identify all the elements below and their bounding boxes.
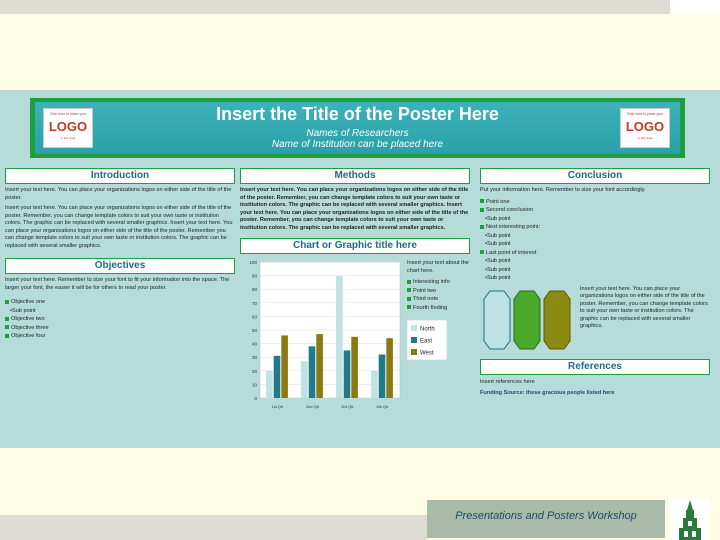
y-tick-label: 60 bbox=[251, 314, 257, 320]
column-left bbox=[5, 168, 235, 341]
bullet-icon bbox=[480, 208, 484, 212]
y-tick-label: 10 bbox=[251, 382, 257, 388]
bottom-strip bbox=[0, 515, 427, 540]
bullet-icon bbox=[5, 325, 9, 329]
chart-bullet-label: Point two bbox=[413, 287, 437, 294]
conclusion-label: Last point of interest bbox=[486, 249, 537, 256]
poster-title: Insert the Title of the Poster Here bbox=[216, 104, 499, 124]
introduction-para2: Insert your text here. You can place your organizations logos on either side of the title of the poster. Remember, you can change template colors to suit your own taste or institution colors. The graphic can be replaced with several smaller graphics. Insert your text here. You can place your organizations logos on either side of the title of the poster. Remember you can change template colors to suit your own taste or institution colors. The graphic can be replaced with several smaller graphics. bbox=[5, 205, 233, 249]
legend-label: East bbox=[420, 338, 433, 345]
logo-left-text: LOGO bbox=[48, 119, 88, 134]
chart-bullet-label: Third note bbox=[413, 296, 439, 302]
objective-label: Sub point bbox=[11, 307, 36, 314]
objective-item bbox=[5, 315, 235, 324]
bar-west-1 bbox=[316, 334, 323, 398]
legend-swatch-east bbox=[411, 337, 417, 343]
legend-label: North bbox=[420, 326, 435, 333]
logo-right-note: in this area bbox=[637, 136, 653, 140]
chart-bullet bbox=[407, 295, 469, 304]
bullet-icon bbox=[407, 280, 411, 284]
y-tick-label: 20 bbox=[251, 368, 257, 374]
poster-subtitle bbox=[35, 128, 680, 150]
conclusion-side-text: Insert your text here. You can place your organizations logos on either side of the title of the poster. Remember, you can change template colors to suit your own taste or institution colors. The graphic can be replaced with several smaller graphics. bbox=[580, 285, 708, 329]
chart-legend bbox=[407, 320, 447, 360]
logo-right-caption: Click here to place your bbox=[626, 112, 664, 116]
bar-east-2 bbox=[344, 350, 351, 398]
octagon-shape-1 bbox=[484, 291, 510, 349]
chart-bullet-label: Fourth finding bbox=[413, 304, 448, 311]
conclusion-intro: Put your information here. Remember to size your font accordingly. bbox=[480, 187, 646, 193]
objective-item bbox=[5, 324, 235, 333]
methods-heading: Methods bbox=[240, 168, 470, 184]
conclusion-subitem bbox=[480, 274, 710, 283]
bullet-icon bbox=[407, 288, 411, 292]
bullet-icon bbox=[5, 334, 9, 338]
logo-left-note: in this area bbox=[60, 136, 76, 140]
conclusion-label: Sub point bbox=[486, 266, 511, 273]
octagon-shapes bbox=[482, 289, 577, 351]
conclusion-subitem bbox=[480, 266, 710, 275]
references-text: Insert references here bbox=[480, 378, 535, 385]
objective-item bbox=[5, 298, 235, 307]
logo-left-caption: Click here to place your bbox=[49, 112, 87, 116]
conclusion-label: Second conclusion bbox=[486, 207, 533, 213]
legend-label: West bbox=[420, 350, 434, 357]
x-tick-label: 4th Qtr bbox=[376, 404, 389, 409]
y-tick-label: 80 bbox=[251, 287, 257, 293]
footer-text: Presentations and Posters Workshop bbox=[455, 510, 637, 522]
x-tick-label: 1st Qtr bbox=[271, 404, 284, 409]
references-heading: References bbox=[480, 359, 710, 375]
bullet-icon bbox=[407, 305, 411, 309]
column-middle bbox=[240, 168, 470, 421]
bullet-icon bbox=[480, 225, 484, 229]
sub-bullet-icon: • bbox=[485, 258, 487, 264]
chart-notes bbox=[407, 260, 469, 365]
conclusion-graphic-row bbox=[480, 285, 710, 355]
bullet-icon bbox=[480, 199, 484, 203]
bar-west-3 bbox=[386, 338, 393, 398]
institution: Name of Institution can be placed here bbox=[271, 139, 444, 150]
octagon-shape-3 bbox=[544, 291, 570, 349]
poster bbox=[0, 90, 720, 448]
introduction-para1: Insert your text here. You can place your organizations logos on either side of the title of the poster. bbox=[5, 187, 232, 201]
researchers: Names of Researchers bbox=[306, 128, 409, 139]
x-tick-label: 3rd Qtr bbox=[341, 404, 354, 409]
sub-bullet-icon: • bbox=[485, 215, 487, 222]
bar-chart bbox=[240, 256, 405, 421]
methods-para: Insert your text here. You can place your organizations logos on either side of the title of the poster. Remember, you can change template colors to suit your own taste or institution colors. The graphic can be replaced with several smaller graphics. Insert your text here. You can place your organizations logos on either side of the title of the poster. Remember, you can change template colors to suit your own taste or institution colors. The graphic can be replaced with several smaller graphics. bbox=[240, 187, 469, 231]
bar-east-1 bbox=[309, 346, 316, 398]
bullet-icon bbox=[5, 317, 9, 321]
conclusion-label: Sub point bbox=[486, 258, 511, 264]
objective-subitem bbox=[5, 307, 235, 316]
chart-bullet bbox=[407, 278, 469, 287]
funding-source: Funding Source: these gracious people listed here bbox=[480, 390, 615, 396]
conclusion-item bbox=[480, 249, 710, 258]
legend-swatch-north bbox=[411, 325, 417, 331]
introduction-heading: Introduction bbox=[5, 168, 235, 184]
conclusion-label: Sub point bbox=[486, 232, 511, 239]
sub-bullet-icon: • bbox=[485, 266, 487, 273]
chart-bullet bbox=[407, 304, 469, 313]
objectives-heading: Objectives bbox=[5, 258, 235, 274]
y-tick-label: 90 bbox=[251, 273, 257, 279]
objectives-para: Insert your text here. Remember to size your font to fit your information into the space. The larger your font, the easier it will be for others to read your poster. bbox=[5, 277, 230, 291]
bar-east-0 bbox=[274, 356, 281, 398]
conclusion-item bbox=[480, 223, 710, 232]
objective-label: Objective one bbox=[11, 299, 46, 305]
column-right bbox=[480, 168, 710, 398]
bar-north-3 bbox=[371, 371, 378, 398]
y-tick-label: 50 bbox=[251, 328, 257, 333]
logo-right-text: LOGO bbox=[625, 119, 665, 134]
sub-bullet-icon: • bbox=[10, 307, 12, 314]
conclusion-item bbox=[480, 206, 710, 215]
bar-north-0 bbox=[266, 371, 273, 398]
y-tick-label: 70 bbox=[251, 300, 257, 306]
conclusion-label: Sub point bbox=[486, 241, 511, 247]
conclusion-label: Point one bbox=[486, 198, 510, 205]
sub-bullet-icon: • bbox=[485, 232, 487, 239]
bar-east-3 bbox=[379, 354, 386, 398]
conclusion-label: Next interesting point: bbox=[486, 224, 541, 230]
objective-label: Objective four bbox=[11, 333, 46, 339]
conclusion-subitem bbox=[480, 232, 710, 241]
objective-item bbox=[5, 332, 235, 341]
chart-note: Insert your text about the chart here. bbox=[407, 260, 469, 274]
x-tick-label: 2nd Qtr bbox=[305, 404, 320, 409]
y-tick-label: 40 bbox=[251, 341, 257, 347]
chart-bullet bbox=[407, 287, 469, 296]
bullet-icon bbox=[5, 300, 9, 304]
bullet-icon bbox=[480, 250, 484, 254]
chart-bullet-label: Interesting info bbox=[413, 279, 450, 285]
y-tick-label: 100 bbox=[249, 260, 257, 265]
conclusion-label: Sub point bbox=[486, 275, 511, 281]
octagon-shape-2 bbox=[514, 291, 540, 349]
sub-bullet-icon: • bbox=[485, 275, 487, 281]
legend-swatch-west bbox=[411, 349, 417, 355]
y-tick-label: 0 bbox=[254, 396, 257, 401]
objective-label: Objective two bbox=[11, 316, 45, 322]
chart-heading: Chart or Graphic title here bbox=[240, 238, 470, 254]
bar-west-0 bbox=[281, 335, 288, 398]
conclusion-subitem bbox=[480, 257, 710, 266]
conclusion-label: Sub point bbox=[486, 215, 511, 222]
poster-banner bbox=[30, 98, 685, 158]
conclusion-subitem bbox=[480, 240, 710, 249]
bar-north-2 bbox=[336, 276, 343, 398]
conclusion-heading: Conclusion bbox=[480, 168, 710, 184]
banner-inner bbox=[35, 102, 680, 154]
conclusion-subitem bbox=[480, 215, 710, 224]
top-right-corner bbox=[670, 0, 720, 14]
y-tick-label: 30 bbox=[251, 355, 257, 361]
tower-icon bbox=[670, 498, 710, 540]
bar-north-1 bbox=[301, 361, 308, 398]
top-strip bbox=[0, 0, 670, 14]
sub-bullet-icon: • bbox=[485, 241, 487, 247]
bullet-icon bbox=[407, 297, 411, 301]
conclusion-item bbox=[480, 198, 710, 207]
chart-area bbox=[240, 256, 470, 421]
bar-west-2 bbox=[351, 337, 358, 398]
footer-box bbox=[427, 500, 665, 538]
objective-label: Objective three bbox=[11, 324, 49, 331]
